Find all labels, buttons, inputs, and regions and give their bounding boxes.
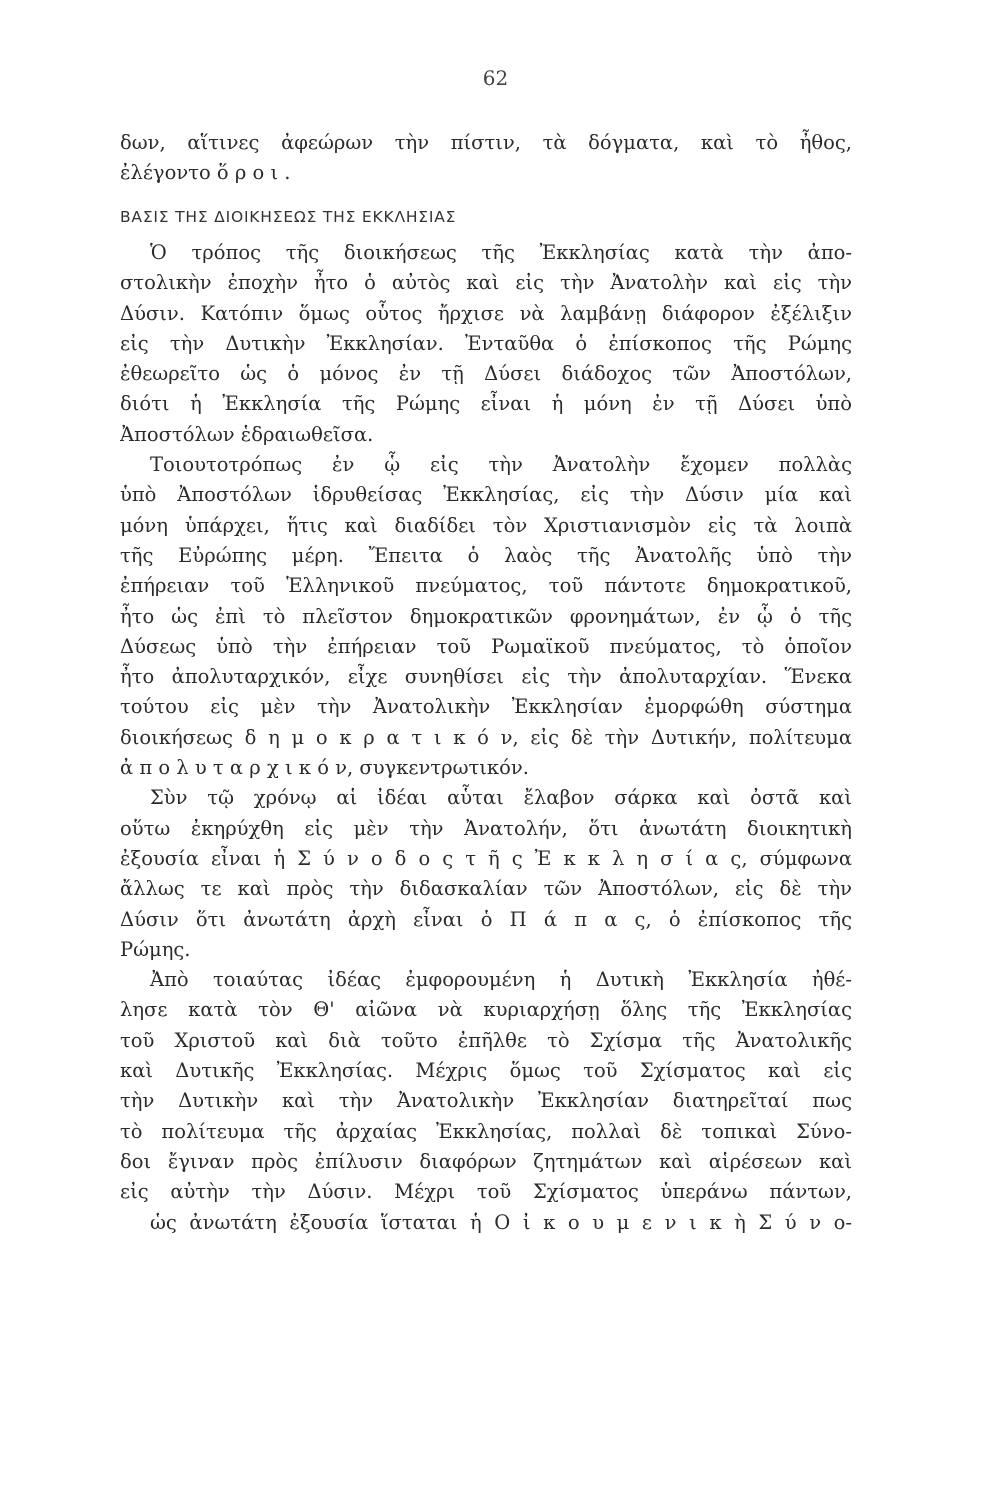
page-number: 62 xyxy=(482,66,509,90)
text-line: τῆς Εὐρώπης μέρη. Ἔπειτα ὁ λαὸς τῆς Ἀνατολῆς ὑπὸ τὴν xyxy=(120,543,852,567)
text-line: λησε κατὰ τὸν Θ' αἰῶνα νὰ κυριαρχήσῃ ὅλης τῆς Ἐκκλησίας xyxy=(120,998,852,1022)
text-line: στολικὴν ἐποχὴν ἦτο ὁ αὐτὸς καὶ εἰς τὴν Ἀνατολὴν καὶ εἰς τὴν xyxy=(120,271,852,295)
section-heading: ΒΑΣΙΣ ΤΗΣ ΔΙΟΙΚΗΣΕΩΣ ΤΗΣ ΕΚΚΛΗΣΙΑΣ xyxy=(120,208,457,226)
text-line: τὴν Δυτικὴν καὶ τὴν Ἀνατολικὴν Ἐκκλησίαν διατηρεῖταί πως xyxy=(120,1089,852,1113)
text-line: Ἀπὸ τοιαύτας ἰδέας ἐμφορουμένη ἡ Δυτικὴ Ἐκκλησία ἠθέ- xyxy=(150,968,852,992)
text-line: εἰς τὴν Δυτικὴν Ἐκκλησίαν. Ἐνταῦθα ὁ ἐπίσκοπος τῆς Ρώμης xyxy=(120,331,852,355)
text-line: δοι ἔγιναν πρὸς ἐπίλυσιν διαφόρων ζητημάτων καὶ αἱρέσεων καὶ xyxy=(120,1149,852,1173)
text-line: ἐλέγοντο ὅ ρ ο ι . xyxy=(120,161,291,185)
text-line: οὕτω ἐκηρύχθη εἰς μὲν τὴν Ἀνατολήν, ὅτι ἀνωτάτη διοικητικὴ xyxy=(120,816,852,840)
text-line: καὶ Δυτικῆς Ἐκκλησίας. Μέχρις ὅμως τοῦ Σχίσματος καὶ εἰς xyxy=(120,1059,852,1083)
text-line: Σὺν τῷ χρόνῳ αἱ ἰδέαι αὗται ἔλαβον σάρκα καὶ ὀστᾶ καὶ xyxy=(150,786,852,810)
text-line: Δύσιν. Κατόπιν ὅμως οὗτος ἤρχισε νὰ λαμβάνῃ διάφορον ἐξέλιξιν xyxy=(120,301,852,325)
text-line: διοικήσεως δ η μ ο κ ρ α τ ι κ ό ν, εἰς δὲ τὴν Δυτικήν, πολίτευμα xyxy=(120,725,852,749)
text-line: δων, αἵτινες ἀφεώρων τὴν πίστιν, τὰ δόγματα, καὶ τὸ ἦθος, xyxy=(120,131,852,154)
text-line: τὸ πολίτευμα τῆς ἀρχαίας Ἐκκλησίας, πολλαὶ δὲ τοπικαὶ Σύνο- xyxy=(120,1119,852,1143)
text-line: ἄλλως τε καὶ πρὸς τὴν διδασκαλίαν τῶν Ἀποστόλων, εἰς δὲ τὴν xyxy=(120,877,852,901)
text-line: τοῦ Χριστοῦ καὶ διὰ τοῦτο ἐπῆλθε τὸ Σχίσμα τῆς Ἀνατολικῆς xyxy=(120,1028,852,1052)
text-line: Ὁ τρόπος τῆς διοικήσεως τῆς Ἐκκλησίας κατὰ τὴν ἀπο- xyxy=(150,241,852,264)
text-line: διότι ἡ Ἐκκλησία τῆς Ρώμης εἶναι ἡ μόνη ἐν τῇ Δύσει ὑπὸ xyxy=(120,392,852,416)
text-line: Ἀποστόλων ἑδραιωθεῖσα. xyxy=(120,422,374,446)
text-line: Δύσεως ὑπὸ τὴν ἐπήρειαν τοῦ Ρωμαϊκοῦ πνεύματος, τὸ ὁποῖον xyxy=(120,634,852,658)
text-line: τούτου εἰς μὲν τὴν Ἀνατολικὴν Ἐκκλησίαν ἐμορφώθη σύστημα xyxy=(120,695,852,719)
text-line: ἐθεωρεῖτο ὡς ὁ μόνος ἐν τῇ Δύσει διάδοχος τῶν Ἀποστόλων, xyxy=(120,362,852,386)
text-line: Δύσιν ὅτι ἀνωτάτη ἀρχὴ εἶναι ὁ Π ά π α ς, ὁ ἐπίσκοπος τῆς xyxy=(120,907,852,931)
text-line: εἰς αὐτὴν τὴν Δύσιν. Μέχρι τοῦ Σχίσματος ὑπεράνω πάντων, xyxy=(120,1180,852,1204)
text-line: ἐξουσία εἶναι ἡ Σ ύ ν ο δ ο ς τ ῆ ς Ἐ κ κ λ η σ ί α ς, σύμφωνα xyxy=(120,846,852,870)
text-line: μόνη ὑπάρχει, ἥτις καὶ διαδίδει τὸν Χριστιανισμὸν εἰς τὰ λοιπὰ xyxy=(120,513,852,537)
body-text xyxy=(120,238,852,1238)
text-line: Τοιουτοτρόπως ἐν ᾧ εἰς τὴν Ἀνατολὴν ἔχομεν πολλὰς xyxy=(150,453,852,477)
text-line: ἐπήρειαν τοῦ Ἑλληνικοῦ πνεύματος, τοῦ πάντοτε δημοκρατικοῦ, xyxy=(120,574,852,598)
text-line: Ρώμης. xyxy=(120,937,191,961)
intro-paragraph xyxy=(120,128,852,189)
text-line: ὑπὸ Ἀποστόλων ἱδρυθείσας Ἐκκλησίας, εἰς τὴν Δύσιν μία καὶ xyxy=(120,483,852,507)
text-line: ἦτο ὡς ἐπὶ τὸ πλεῖστον δημοκρατικῶν φρονημάτων, ἐν ᾧ ὁ τῆς xyxy=(120,604,852,628)
text-line: ὡς ἀνωτάτη ἐξουσία ἵσταται ἡ Ο ἰ κ ο υ μ ε ν ι κ ὴ Σ ύ ν ο- xyxy=(150,1210,852,1234)
text-line: ἀ π ο λ υ τ α ρ χ ι κ ό ν, συγκεντρωτικόν. xyxy=(120,756,529,780)
text-line: ἦτο ἀπολυταρχικόν, εἶχε συνηθίσει εἰς τὴν ἀπολυταρχίαν. Ἕνεκα xyxy=(120,665,852,689)
